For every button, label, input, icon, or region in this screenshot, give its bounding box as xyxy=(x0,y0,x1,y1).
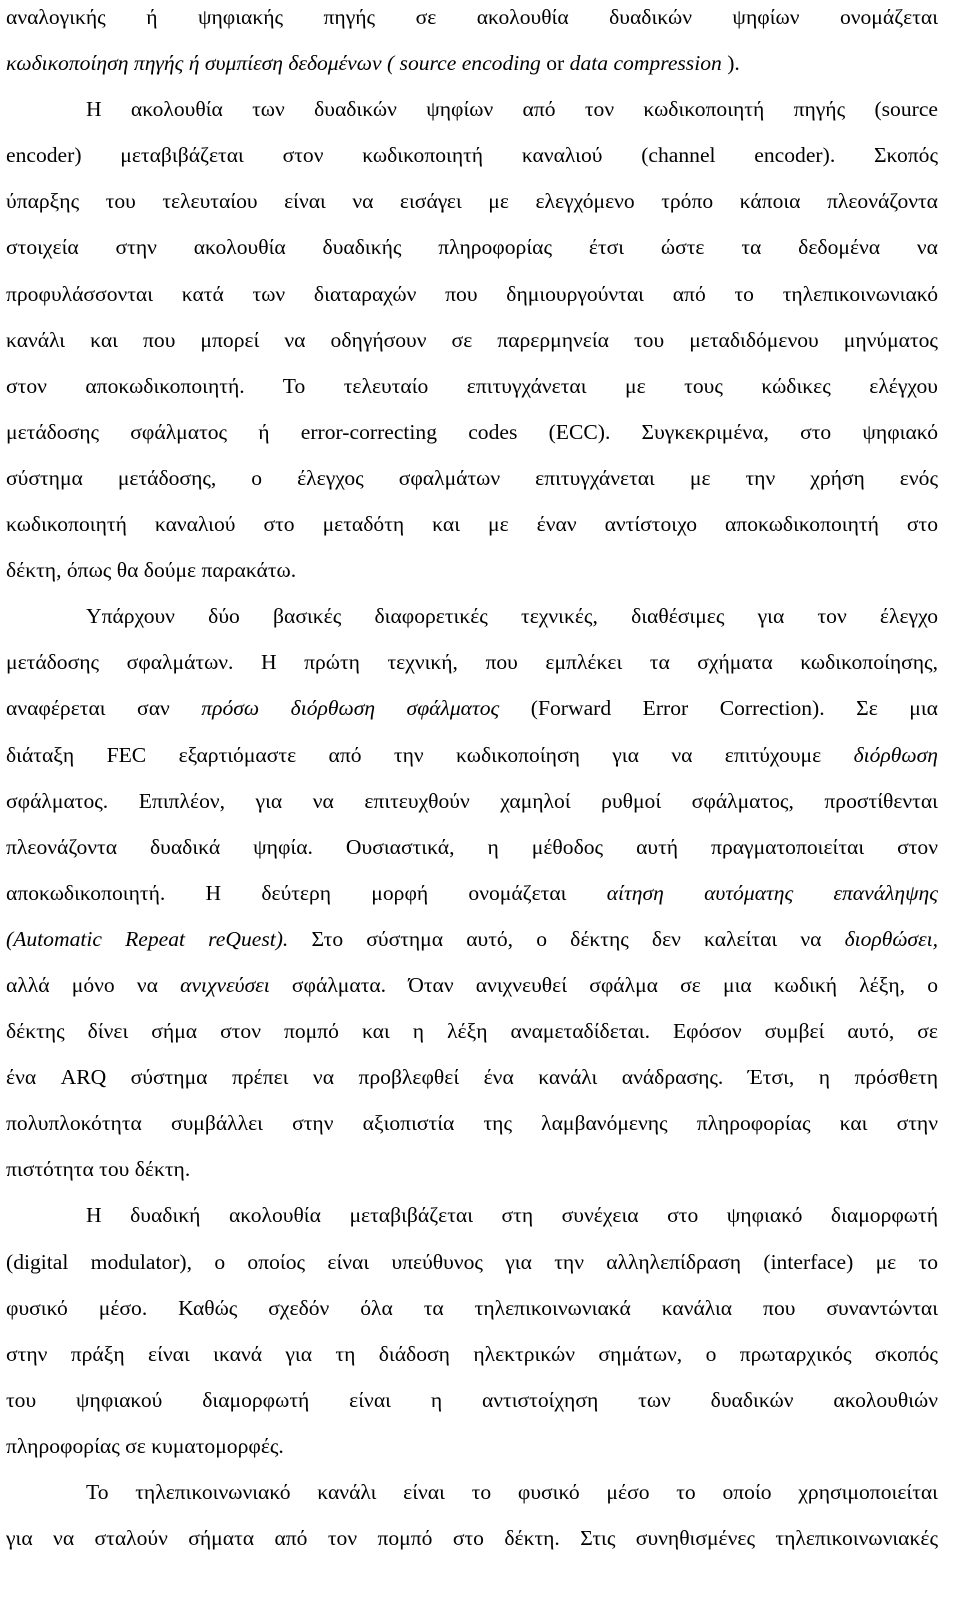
text-line xyxy=(6,870,938,916)
text-line: προφυλάσσονται κατά των διαταραχών που δημιουργούνται από το τηλεπικοινωνιακό xyxy=(6,281,938,306)
text-line: στοιχεία στην ακολουθία δυαδικής πληροφορίας έτσι ώστε τα δεδομένα να xyxy=(6,235,938,260)
text-line xyxy=(6,732,938,778)
text-run: αλλά μόνο να xyxy=(6,972,181,997)
italic-text: source encoding xyxy=(394,51,541,76)
text-line xyxy=(6,962,938,1008)
paragraph-4 xyxy=(6,1192,938,1469)
text-line: κωδικοποιητή καναλιού στο μεταδότη και με έναν αντίστοιχο αποκωδικοποιητή στο xyxy=(6,512,938,537)
paragraph-1 xyxy=(6,0,938,86)
text-line: στην πράξη είναι ικανά για τη διάδοση ηλεκτρικών σημάτων, ο πρωταρχικός σκοπός xyxy=(6,1341,938,1366)
italic-text: κωδικοποίηση πηγής ή συμπίεση δεδομένων ( xyxy=(6,51,395,76)
text-line xyxy=(6,40,938,86)
text-line xyxy=(6,916,938,962)
text-line: μετάδοσης σφαλμάτων. Η πρώτη τεχνική, που εμπλέκει τα σχήματα κωδικοποίησης, xyxy=(6,650,938,675)
text-line: Η ακολουθία των δυαδικών ψηφίων από τον κωδικοποιητή πηγής (source xyxy=(86,97,938,122)
text-run: αποκωδικοποιητή. Η δεύτερη μορφή ονομάζεται xyxy=(6,880,607,905)
text-run: αναφέρεται σαν xyxy=(6,696,202,721)
text-line: πλεονάζοντα δυαδικά ψηφία. Ουσιαστικά, η μέθοδος αυτή πραγματοποιείται στον xyxy=(6,834,938,859)
text-line xyxy=(6,685,938,731)
italic-text: πρόσω διόρθωση σφάλματος xyxy=(201,696,500,721)
italic-text: (Automatic Repeat reQuest). xyxy=(6,926,289,951)
text-line: δέκτη, όπως θα δούμε παρακάτω. xyxy=(6,558,297,583)
italic-text: διορθώσει, xyxy=(844,926,938,951)
paragraph-5 xyxy=(6,1469,938,1561)
text-line: ένα ARQ σύστημα πρέπει να προβλεφθεί ένα κανάλι ανάδρασης. Έτσι, η πρόσθετη xyxy=(6,1065,938,1090)
text-run: (Forward Error Correction). Σε μια xyxy=(499,696,938,721)
text-line: για να σταλούν σήματα από τον πομπό στο δέκτη. Στις συνηθισμένες τηλεπικοινωνιακές xyxy=(6,1526,938,1551)
text-line: πολυπλοκότητα συμβάλλει στην αξιοπιστία της λαμβανόμενης πληροφορίας και στην xyxy=(6,1111,938,1136)
text-line: αναλογικής ή ψηφιακής πηγής σε ακολουθία δυαδικών ψηφίων ονομάζεται xyxy=(6,5,938,29)
italic-text: αίτηση αυτόματης επανάληψης xyxy=(606,880,938,905)
text-run: διάταξη FEC εξαρτιόμαστε από την κωδικοποίηση για να επιτύχουμε xyxy=(6,742,854,767)
text-line: σύστημα μετάδοσης, ο έλεγχος σφαλμάτων επιτυγχάνεται με την χρήση ενός xyxy=(6,465,938,490)
italic-text: data compression xyxy=(569,51,722,76)
document-page xyxy=(6,0,938,1561)
text-run: or xyxy=(540,51,570,76)
text-line: (digital modulator), ο οποίος είναι υπεύθυνος για την αλληλεπίδραση (interface) με το xyxy=(6,1249,938,1274)
text-line: Υπάρχουν δύο βασικές διαφορετικές τεχνικές, διαθέσιμες για τον έλεγχο xyxy=(86,604,938,629)
text-line: δέκτης δίνει σήμα στον πομπό και η λέξη αναμεταδίδεται. Εφόσον συμβεί αυτό, σε xyxy=(6,1019,938,1044)
text-line: κανάλι και που μπορεί να οδηγήσουν σε παρερμηνεία του μεταδιδόμενου μηνύματος xyxy=(6,327,938,352)
italic-text: ανιχνεύσει xyxy=(180,972,270,997)
text-line: Το τηλεπικοινωνιακό κανάλι είναι το φυσικό μέσο το οποίο χρησιμοποιείται xyxy=(86,1480,938,1504)
text-run: ). xyxy=(721,51,740,76)
text-line: πληροφορίας σε κυματομορφές. xyxy=(6,1433,284,1458)
paragraph-3 xyxy=(6,593,938,1192)
text-line: ύπαρξης του τελευταίου είναι να εισάγει με ελεγχόμενο τρόπο κάποια πλεονάζοντα xyxy=(6,189,938,214)
text-line: του ψηφιακού διαμορφωτή είναι η αντιστοίχηση των δυαδικών ακολουθιών xyxy=(6,1387,938,1412)
paragraph-2 xyxy=(6,86,938,593)
text-line: encoder) μεταβιβάζεται στον κωδικοποιητή καναλιού (channel encoder). Σκοπός xyxy=(6,143,938,168)
text-line: φυσικό μέσο. Καθώς σχεδόν όλα τα τηλεπικοινωνιακά κανάλια που συναντώνται xyxy=(6,1295,938,1320)
text-line: πιστότητα του δέκτη. xyxy=(6,1157,191,1182)
text-line: μετάδοσης σφάλματος ή error-correcting codes (ECC). Συγκεκριμένα, στο ψηφιακό xyxy=(6,419,938,444)
text-line: στον αποκωδικοποιητή. Το τελευταίο επιτυγχάνεται με τους κώδικες ελέγχου xyxy=(6,373,938,398)
italic-text: διόρθωση xyxy=(853,742,938,767)
text-line: σφάλματος. Επιπλέον, για να επιτευχθούν χαμηλοί ρυθμοί σφάλματος, προστίθενται xyxy=(6,788,938,813)
text-line: Η δυαδική ακολουθία μεταβιβάζεται στη συνέχεια στο ψηφιακό διαμορφωτή xyxy=(86,1203,938,1228)
text-run: σφάλματα. Όταν ανιχνευθεί σφάλμα σε μια κωδική λέξη, ο xyxy=(269,972,938,997)
text-run: Στο σύστημα αυτό, ο δέκτης δεν καλείται να xyxy=(288,926,845,951)
